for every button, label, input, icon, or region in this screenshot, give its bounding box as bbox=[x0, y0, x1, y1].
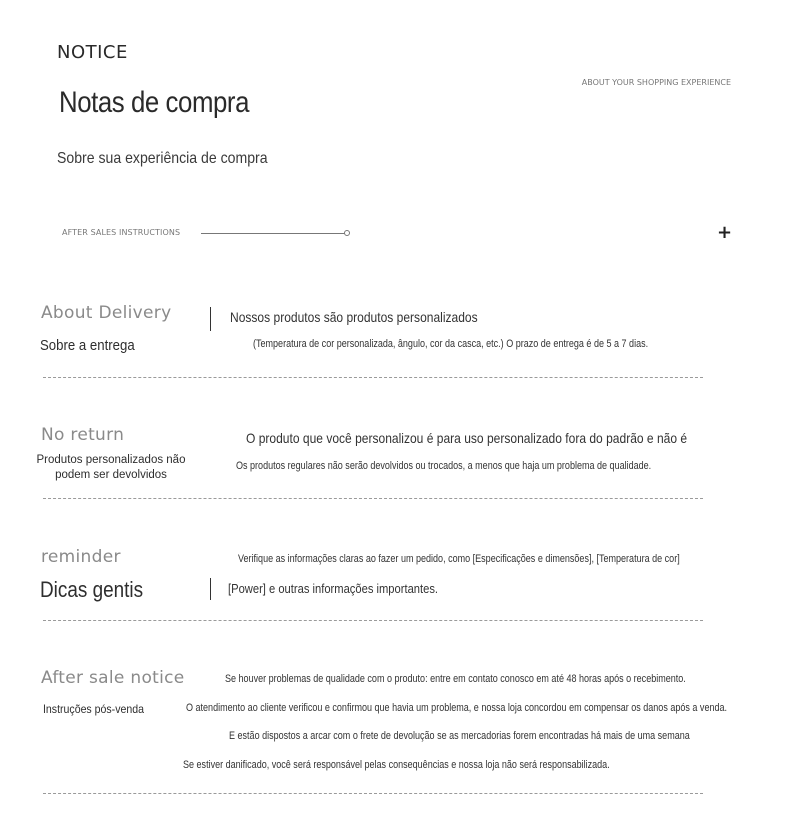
section-title-pt: Instruções pós-venda bbox=[43, 702, 144, 716]
notice-label: NOTICE bbox=[57, 42, 128, 63]
section-line: Os produtos regulares não serão devolvidos ou trocados, a menos que haja um problema de qualidade. bbox=[236, 460, 652, 472]
section-title-pt: Produtos personalizados não podem ser devolvidos bbox=[36, 454, 186, 481]
plus-icon[interactable]: + bbox=[717, 222, 733, 243]
section-divider-bar bbox=[210, 578, 211, 600]
section-line: Se houver problemas de qualidade com o produto: entre em contato conosco em até 48 horas após o recebimento. bbox=[225, 673, 686, 685]
section-line: E estão dispostos a arcar com o frete de devolução se as mercadorias forem encontradas há mais de uma semana bbox=[229, 730, 690, 742]
section-title-en: About Delivery bbox=[41, 303, 172, 323]
section-title-pt: Sobre a entrega bbox=[40, 337, 135, 354]
section-separator bbox=[43, 793, 703, 794]
section-line: O produto que você personalizou é para uso personalizado fora do padrão e não é bbox=[246, 430, 688, 446]
section-title-pt: Dicas gentis bbox=[40, 577, 144, 602]
section-separator bbox=[43, 620, 703, 621]
section-title-en: No return bbox=[41, 425, 125, 445]
section-separator bbox=[43, 377, 703, 378]
about-shopping-caption: ABOUT YOUR SHOPPING EXPERIENCE bbox=[581, 78, 731, 87]
section-divider-bar bbox=[210, 307, 211, 331]
instructions-rule bbox=[201, 233, 345, 234]
section-line: [Power] e outras informações importantes. bbox=[228, 581, 439, 596]
section-title-en: reminder bbox=[41, 547, 121, 567]
instructions-rule-dot-icon bbox=[344, 230, 350, 236]
page-subtitle: Sobre sua experiência de compra bbox=[57, 150, 268, 167]
section-line: O atendimento ao cliente verificou e confirmou que havia um problema, e nossa loja concordou em compensar os danos após a venda. bbox=[186, 702, 728, 714]
section-separator bbox=[43, 498, 703, 499]
section-line: Nossos produtos são produtos personalizados bbox=[230, 309, 478, 325]
section-line: Verifique as informações claras ao fazer um pedido, como [Especificações e dimensões], [Temperatura de cor] bbox=[238, 553, 680, 565]
section-line: (Temperatura de cor personalizada, ângulo, cor da casca, etc.) O prazo de entrega é de 5 a 7 dias. bbox=[253, 338, 649, 350]
section-line: Se estiver danificado, você será responsável pelas consequências e nossa loja não será responsabilizada. bbox=[183, 759, 610, 771]
section-title-en: After sale notice bbox=[41, 668, 185, 688]
page-title: Notas de compra bbox=[59, 86, 250, 119]
after-sales-instructions-label: AFTER SALES INSTRUCTIONS bbox=[62, 228, 181, 237]
